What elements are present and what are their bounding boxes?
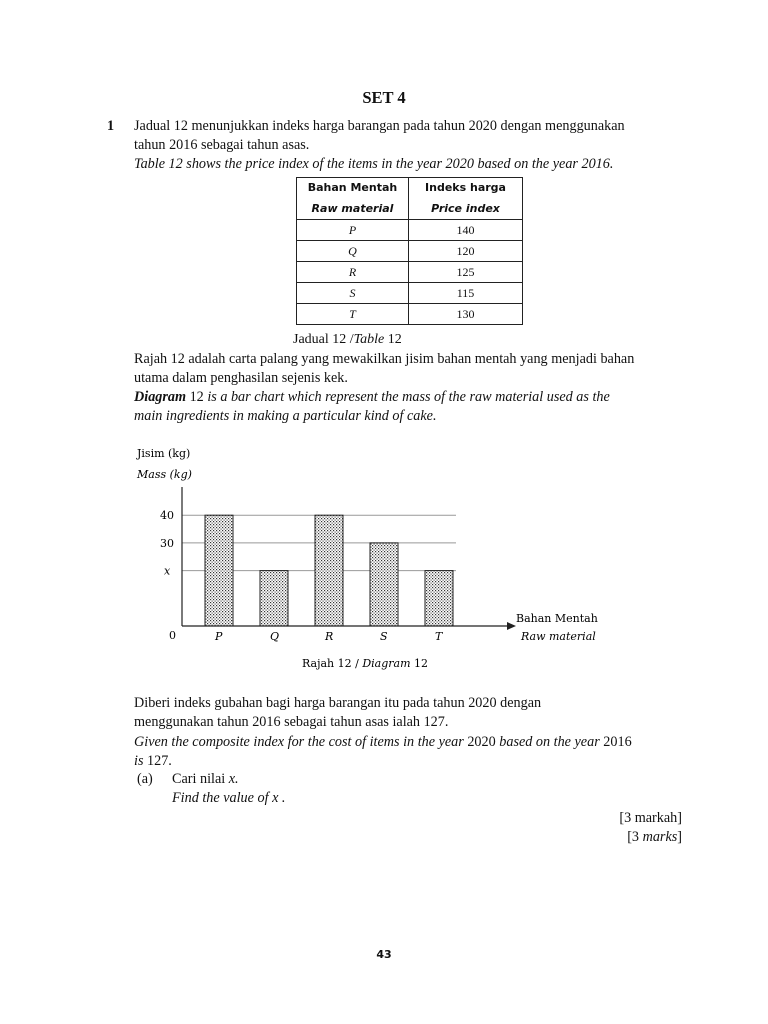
table-cell-index: 130 bbox=[409, 304, 523, 325]
x-axis-label-english: Raw material bbox=[521, 630, 596, 643]
part-a-label: (a) bbox=[137, 771, 153, 787]
diagram-malay-line2: utama dalam penghasilan sejenis kek. bbox=[134, 370, 348, 386]
y-tick-label: 40 bbox=[160, 509, 174, 523]
x-tick-label: R bbox=[325, 630, 334, 643]
y-axis-label-english: Mass (kg) bbox=[137, 468, 192, 481]
given-malay-line2: menggunakan tahun 2016 sebagai tahun asas ialah 127. bbox=[134, 714, 449, 730]
marks-english: [3 marks] bbox=[627, 829, 682, 845]
table-header-material: Bahan Mentah bbox=[297, 178, 409, 198]
bar-T bbox=[425, 571, 453, 626]
table-cell-index: 125 bbox=[409, 262, 523, 283]
intro-english: Table 12 shows the price index of the items in the year 2020 based on the year 2016. bbox=[134, 156, 614, 172]
table-row bbox=[297, 304, 523, 325]
question-number: 1 bbox=[107, 118, 115, 134]
bar-Q bbox=[260, 571, 288, 626]
diagram-malay-line1: Rajah 12 adalah carta palang yang mewakilkan jisim bahan mentah yang menjadi bahan bbox=[134, 351, 635, 367]
table-cell-material: S bbox=[297, 283, 409, 304]
diagram-english-line1: Diagram 12 is a bar chart which represent the mass of the raw material used as the bbox=[134, 389, 610, 405]
x-axis-label-malay: Bahan Mentah bbox=[516, 612, 598, 625]
table-cell-index: 140 bbox=[409, 220, 523, 241]
table-header-index-en: Price index bbox=[409, 197, 523, 220]
given-malay-line1: Diberi indeks gubahan bagi harga barangan itu pada tahun 2020 dengan bbox=[134, 695, 542, 711]
set-title: SET 4 bbox=[362, 88, 406, 107]
table-row bbox=[297, 241, 523, 262]
bar-R bbox=[315, 515, 343, 626]
table-cell-material: T bbox=[297, 304, 409, 325]
bar-S bbox=[370, 543, 398, 626]
given-english-line1: Given the composite index for the cost of items in the year 2020 based on the year 2016 bbox=[134, 734, 632, 750]
marks-malay: [3 markah] bbox=[619, 810, 682, 826]
table-header-index: Indeks harga bbox=[409, 178, 523, 198]
chart-caption: Rajah 12 / Diagram 12 bbox=[302, 657, 429, 670]
x-axis-arrow bbox=[507, 622, 516, 630]
x-tick-label: T bbox=[435, 630, 443, 643]
diagram-english-line2: main ingredients in making a particular kind of cake. bbox=[134, 408, 437, 424]
table-cell-material: Q bbox=[297, 241, 409, 262]
table-caption: Jadual 12 /Table 12 bbox=[293, 332, 402, 347]
table-row bbox=[297, 220, 523, 241]
x-tick-label: Q bbox=[270, 630, 280, 643]
origin-label: 0 bbox=[169, 629, 176, 642]
y-tick-label: x bbox=[164, 564, 171, 578]
intro-malay-line2: tahun 2016 sebagai tahun asas. bbox=[134, 137, 310, 153]
table-cell-material: R bbox=[297, 262, 409, 283]
table-cell-material: P bbox=[297, 220, 409, 241]
table-header-material-en: Raw material bbox=[297, 197, 409, 220]
price-index-table bbox=[296, 177, 523, 325]
table-cell-index: 120 bbox=[409, 241, 523, 262]
bar-P bbox=[205, 515, 233, 626]
page-number: 43 bbox=[376, 948, 392, 961]
given-english-line2: is 127. bbox=[134, 753, 172, 769]
table-cell-index: 115 bbox=[409, 283, 523, 304]
table-row bbox=[297, 283, 523, 304]
part-a-malay: Cari nilai x. bbox=[172, 771, 239, 787]
y-tick-label: 30 bbox=[160, 536, 174, 550]
bar-chart bbox=[0, 440, 768, 680]
y-axis-label-malay: Jisim (kg) bbox=[137, 447, 191, 460]
intro-malay-line1: Jadual 12 menunjukkan indeks harga barangan pada tahun 2020 dengan menggunakan bbox=[134, 118, 625, 134]
x-tick-label: S bbox=[380, 630, 388, 643]
part-a-english: Find the value of x . bbox=[172, 790, 286, 806]
table-row bbox=[297, 262, 523, 283]
x-tick-label: P bbox=[215, 630, 223, 643]
